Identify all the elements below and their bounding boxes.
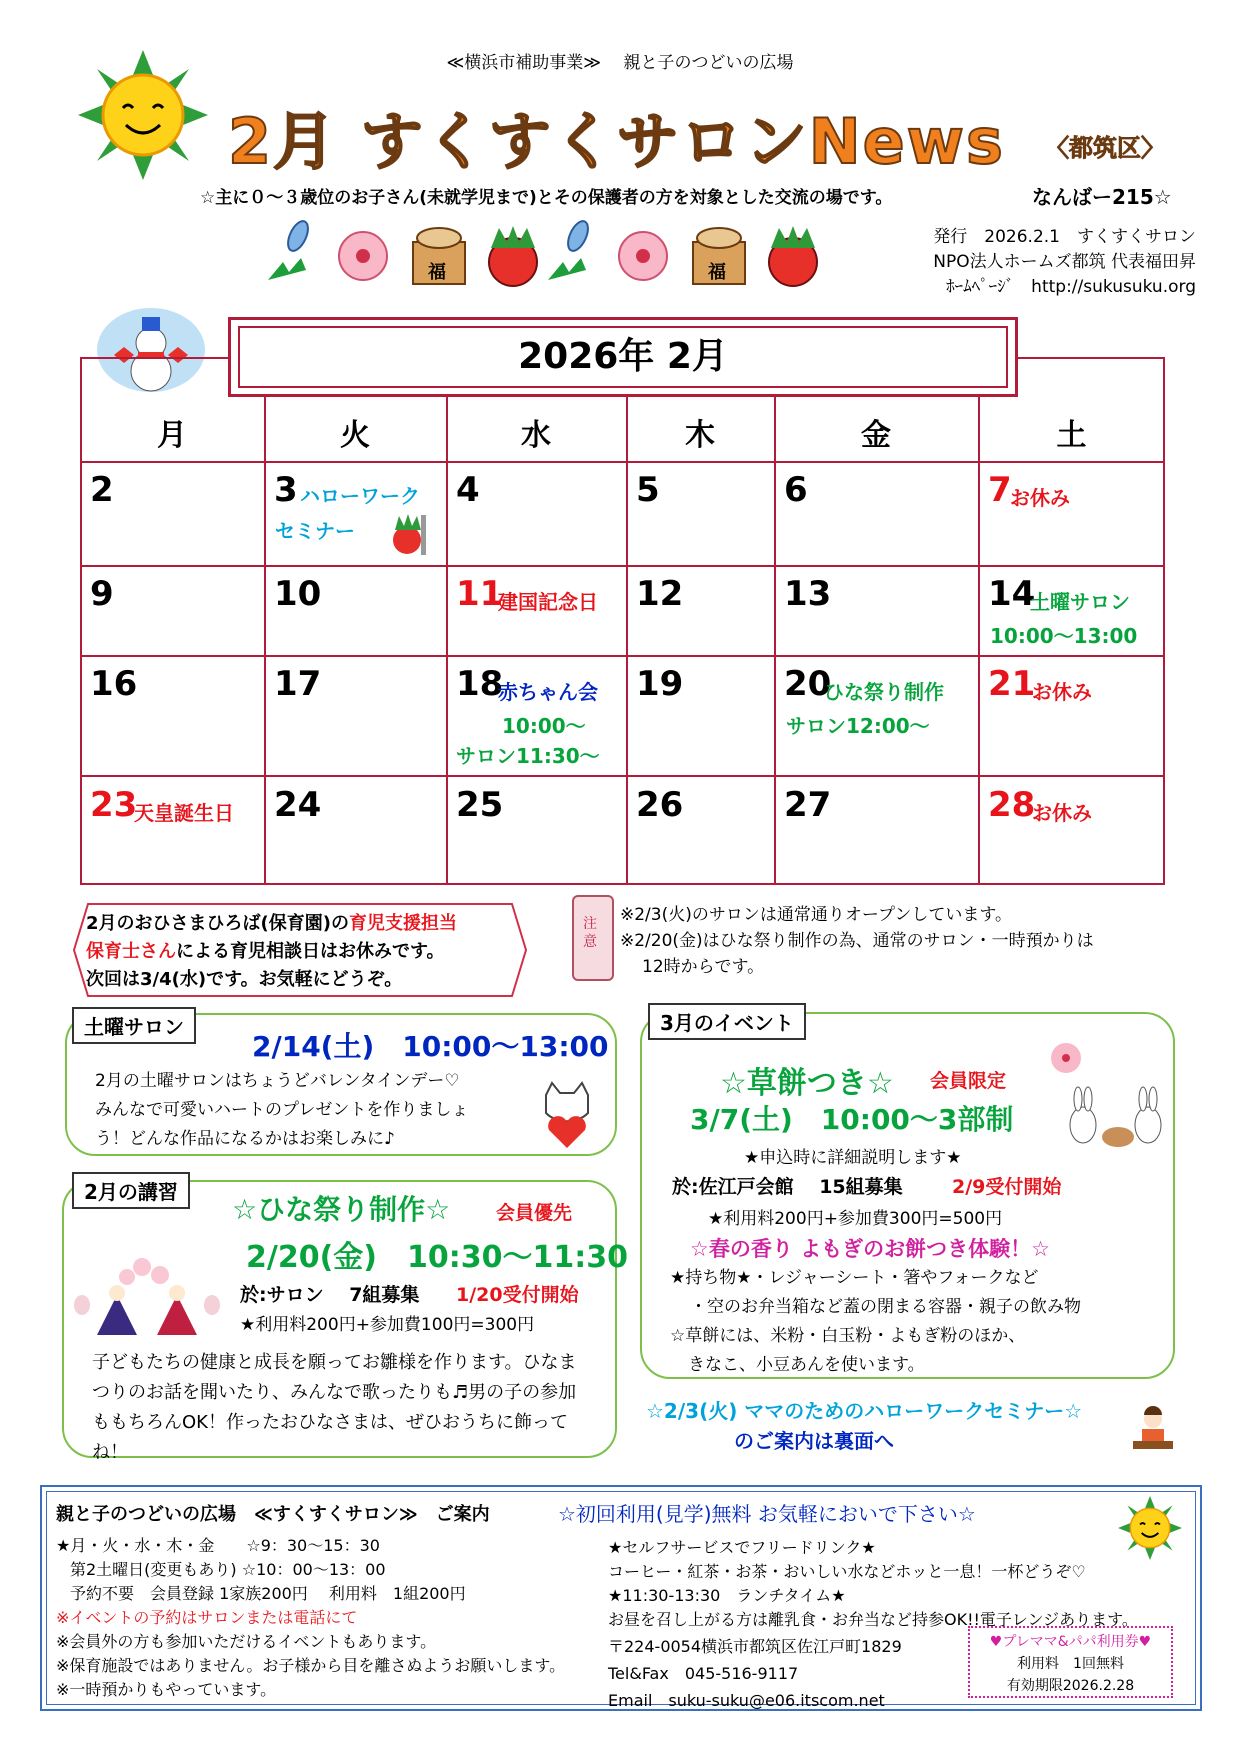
lecture-fee: ★利用料200円+参加費100円=300円 [240,1315,535,1335]
march-event-subtitle: ☆春の香り よもぎのお餅つき体験！☆ [690,1237,1050,1261]
weekday-tue: 火 [340,418,370,453]
grid-line [626,397,628,885]
caution-label: 注意 [583,916,597,950]
weekday-thu: 木 [685,418,715,453]
rabbits-mochi-icon [1058,1085,1168,1150]
weekday-fri: 金 [861,418,891,453]
day-number: 11 [456,574,504,614]
event-label: 天皇誕生日 [134,801,234,825]
oni-icon [489,226,537,286]
day-number: 9 [90,574,114,614]
caution-text: ※2/3(火)のサロンは通常通りオープンしています。 ※2/20(金)はひな祭り制作の為、通常のサロン・一時預かりは 12時からです。 [620,905,1094,977]
weekday-mon: 月 [157,418,187,453]
march-event-limited: 会員限定 [930,1070,1007,1092]
day-number: 12 [636,574,684,614]
day-number: 6 [784,470,808,510]
day-number: 4 [456,470,480,510]
event-label: お休み [1032,801,1092,825]
grid-line [774,397,776,885]
day-number: 26 [636,785,684,825]
plum-flower-icon [1048,1040,1084,1076]
event-time: 10:00～13:00 [990,624,1138,648]
event-label: お休み [1010,486,1070,510]
march-event-note: ★申込時に詳細説明します★ [744,1148,962,1168]
march-event-title: ☆草餅つき☆ [720,1066,894,1101]
grid-line [80,565,1165,567]
childcare-notice: 2月のおひさまひろば(保育園)の育児支援担当 保育士さんによる育児相談日はお休みです。 次回は3/4(水)です。お気軽にどうぞ。 [86,913,457,990]
day-number: 21 [988,664,1036,704]
premama-ticket: ♥プレママ&パパ利用券♥ 利用料 1回無料 有効期限2026.2.28 [968,1626,1173,1698]
day-number: 3 [274,470,298,510]
setsubun-decoration-icon [258,220,818,290]
fuku-label: 福 [708,262,726,283]
march-event-place: 於:佐江戸会館 15組募集 [672,1176,903,1198]
grid-line [446,397,448,885]
march-event-fee: ★利用料200円+参加費300円=500円 [708,1209,1003,1229]
sardine-holly-icon [268,220,312,280]
day-number: 13 [784,574,832,614]
day-number: 24 [274,785,322,825]
guide-left-column: ★月・火・水・木・金 ☆9：30～15：30 第2土曜日(変更もあり) ☆10：00～13：00 予約不要 会員登録 1家族200円 利用料 1組200円 ※イベントの予約はサロンまたは電話にて ※会員外の方も参加いただけるイベントもあります。 ※保育施設ではありません。お子様から目を離さぬようお願いします。 ※一時預かりもやっています。 [56,1536,566,1699]
grid-line [80,461,1165,463]
guide-right-column: ★セルフサービスでフリードリンク★ コーヒー・紅茶・お茶・おいしい水などホッと一息！一杯どうぞ♡ ★11:30-13:30 ランチタイム★ お昼を召し上がる方は離乳食・お弁当など持参OK!!電子レンジあります。 [608,1538,1138,1629]
event-label: お休み [1032,680,1092,704]
event-time: サロン11:30～ [456,744,600,768]
saturday-salon-description: 2月の土曜サロンはちょうどバレンタインデー♡ みんなで可愛いハートのプレゼントを作りましょ う！どんな作品になるかはお楽しみに♪ [95,1071,469,1149]
day-number: 10 [274,574,322,614]
grid-line [978,397,980,885]
lecture-place: 於:サロン 7組募集 [240,1284,420,1306]
day-number: 27 [784,785,832,825]
plum-flower-icon [339,232,387,280]
email-link[interactable]: Email suku-suku@e06.itscom.net [608,1691,885,1710]
lecture-description: 子どもたちの健康と成長を願ってお雛様を作ります。ひなま つりのお話を聞いたり、みんなで歌ったりも♬男の子の参加 ももちろんOK！作ったおひなさまは、ぜひおうちに飾って ね！ [92,1352,577,1463]
weekday-wed: 水 [521,418,551,453]
fuku-label: 福 [428,262,446,283]
march-event-details: ★持ち物★・レジャーシート・箸やフォークなど ・空のお弁当箱など蓋の閉まる容器・親子の飲み物 ☆草餅には、米粉・白玉粉・よもぎ粉のほか、 きなこ、小豆あんを使います。 [670,1268,1081,1375]
event-label: 土曜サロン [1030,590,1130,614]
oni-icon [385,510,430,560]
day-number: 7 [988,470,1012,510]
guide-contact: 〒224-0054横浜市都筑区佐江戸町1829 Tel&Fax 045-516-9117 Email suku-suku@e06.itscom.net [608,1633,902,1714]
day-number: 20 [784,664,832,704]
day-number: 17 [274,664,322,704]
hellowork-reference: のご案内は裏面へ [734,1429,894,1453]
day-number: 23 [90,785,138,825]
grid-line [80,655,1165,657]
guide-free-trial: ☆初回利用(見学)無料 お気軽においで下さい☆ [558,1502,976,1526]
cat-heart-icon [536,1080,598,1150]
event-label: 建国記念日 [498,590,598,614]
hellowork-notice: ☆2/3(火) ママのためのハローワークセミナー☆ [646,1399,1083,1423]
saturday-salon-date: 2/14(土) 10:00～13:00 [252,1030,609,1063]
day-number: 19 [636,664,684,704]
guide-title: 親と子のつどいの広場 ≪すくすくサロン≫ ご案内 [56,1504,490,1525]
lecture-title: ☆ひな祭り制作☆ [232,1193,451,1226]
publish-info: 発行 2026.2.1 すくすくサロン [933,227,1196,247]
weekday-sat: 土 [1056,418,1087,453]
page-title: 2月 すくすくサロンNews [228,105,1005,178]
day-number: 14 [988,574,1036,614]
march-event-start: 2/9受付開始 [952,1176,1062,1198]
day-number: 18 [456,664,504,704]
area-label: 〈都筑区〉 [1045,134,1165,162]
lecture-date: 2/20(金) 10:30～11:30 [246,1240,628,1275]
march-event-tab: 3月のイベント [648,1003,806,1040]
tel-fax[interactable]: Tel&Fax 045-516-9117 [608,1664,799,1683]
day-number: 5 [636,470,660,510]
lecture-priority: 会員優先 [496,1202,573,1224]
issue-number: なんばー215☆ [1032,185,1172,209]
event-label: セミナー [275,519,355,543]
lecture-start: 1/20受付開始 [456,1284,579,1306]
day-number: 25 [456,785,504,825]
hina-dolls-icon [72,1255,222,1345]
event-time: 10:00～ [502,714,586,738]
homepage-link[interactable]: ﾎｰﾑﾍﾟｰｼﾞ http://sukusuku.org [946,277,1196,297]
day-number: 28 [988,785,1036,825]
day-number: 2 [90,470,114,510]
march-event-date: 3/7(土) 10:00～3部制 [690,1103,1014,1136]
organization: NPO法人ホームズ都筑 代表福田昇 [933,252,1196,272]
target-description: ☆主に０～３歳位のお子さん(未就学児まで)とその保護者の方を対象とした交流の場です。 [200,188,893,208]
grid-line [80,775,1165,777]
event-label: ひな祭り制作 [824,680,944,704]
grid-line [264,397,266,885]
decoration-row [258,220,818,290]
event-label: 赤ちゃん会 [498,680,598,704]
day-number: 16 [90,664,138,704]
event-label: ハローワーク [300,484,420,508]
lecture-tab: 2月の講習 [72,1172,190,1209]
event-time: サロン12:00～ [786,714,930,738]
supplementary-title: ≪横浜市補助事業≫ 親と子のつどいの広場 [446,53,794,73]
saturday-salon-tab: 土曜サロン [72,1007,196,1044]
woman-writing-icon [1128,1405,1178,1455]
calendar-title: 2026年 2月 [238,326,1008,388]
